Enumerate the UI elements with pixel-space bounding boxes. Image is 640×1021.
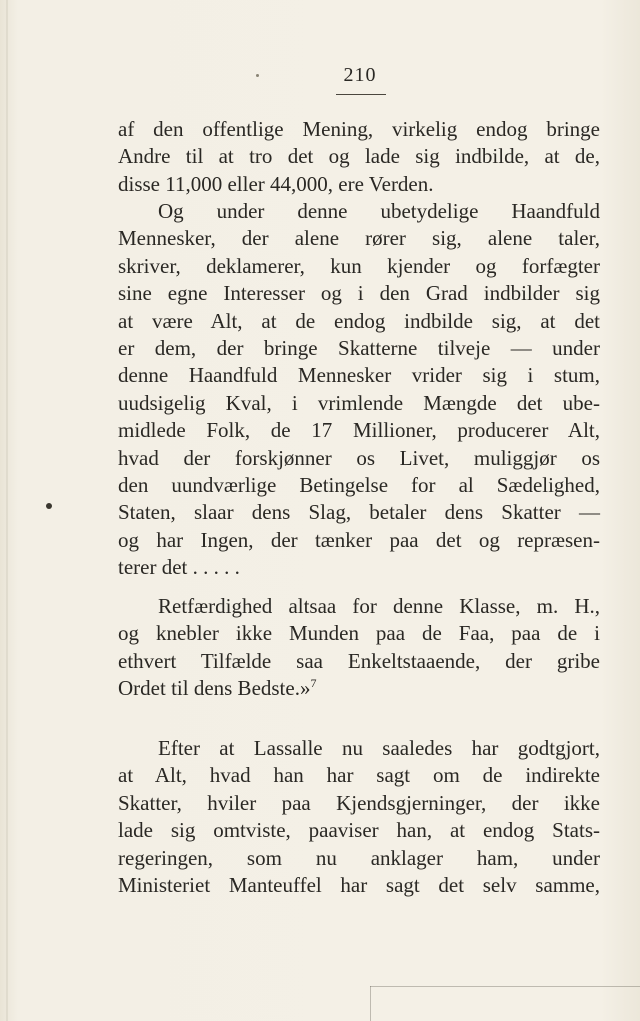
paper-speck bbox=[256, 74, 259, 77]
text-line: den uundværlige Betingelse for al Sædelighed, bbox=[118, 472, 600, 497]
text-line: sine egne Interesser og i den Grad indbilder sig bbox=[118, 281, 600, 306]
text-line: Ministeriet Manteuffel har sagt det selv samme, bbox=[118, 872, 600, 897]
text-line: skriver, deklamerer, kun kjender og forfægter bbox=[118, 253, 600, 278]
text-line: terer det . . . . . bbox=[118, 555, 240, 580]
text-line: uudsigelig Kval, i vrimlende Mængde det ube- bbox=[118, 390, 600, 415]
text-line: ethvert Tilfælde saa Enkeltstaaende, der gribe bbox=[118, 648, 600, 673]
text-line: hvad der forskjønner os Livet, muliggjør os bbox=[118, 445, 600, 470]
text-line: regeringen, som nu anklager ham, under bbox=[118, 845, 600, 870]
text-line-content: Ordet til dens Bedste.» bbox=[118, 676, 311, 701]
page-number: 210 bbox=[343, 64, 377, 86]
text-line: midlede Folk, de 17 Millioner, producerer Alt, bbox=[118, 418, 600, 443]
text-line: Staten, slaar dens Slag, betaler dens Skatter — bbox=[118, 500, 600, 525]
text-line: Skatter, hviler paa Kjendsgjerninger, der ikke bbox=[118, 790, 600, 815]
text-line: disse 11,000 eller 44,000, ere Verden. bbox=[118, 171, 434, 196]
paragraph-4 bbox=[118, 735, 600, 899]
table-edge-line bbox=[370, 986, 640, 987]
text-line: af den offentlige Mening, virkelig endog bringe bbox=[118, 117, 600, 141]
page-edge-shadow bbox=[6, 0, 8, 1021]
text-line: at Alt, hvad han har sagt om de indirekte bbox=[118, 763, 600, 788]
margin-ink-dot bbox=[46, 503, 52, 509]
table-edge-line-vertical bbox=[370, 986, 371, 1021]
text-line: Og under denne ubetydelige Haandfuld bbox=[158, 199, 600, 223]
text-line: er dem, der bringe Skatterne tilveje — under bbox=[118, 335, 600, 360]
text-line: at være Alt, at de endog indbilde sig, at det bbox=[118, 308, 600, 333]
text-line bbox=[118, 675, 600, 702]
paragraph-3 bbox=[118, 593, 600, 703]
paragraph-2 bbox=[118, 198, 600, 581]
text-line: og har Ingen, der tænker paa det og repræsen- bbox=[118, 527, 600, 552]
text-line: lade sig omtviste, paaviser han, at endog Stats- bbox=[118, 818, 600, 843]
text-line: Retfærdighed altsaa for denne Klasse, m. H., bbox=[158, 594, 600, 618]
text-line: og knebler ikke Munden paa de Faa, paa de i bbox=[118, 621, 600, 646]
text-line: Andre til at tro det og lade sig indbilde, at de, bbox=[118, 144, 600, 169]
text-line: Mennesker, der alene rører sig, alene taler, bbox=[118, 226, 600, 251]
paragraph-1 bbox=[118, 116, 600, 198]
page-number-underline bbox=[336, 94, 386, 95]
footnote-reference: 7 bbox=[310, 676, 317, 691]
text-line: denne Haandfuld Mennesker vrider sig i stum, bbox=[118, 363, 600, 388]
text-line: Efter at Lassalle nu saaledes har godtgjort, bbox=[158, 736, 600, 760]
